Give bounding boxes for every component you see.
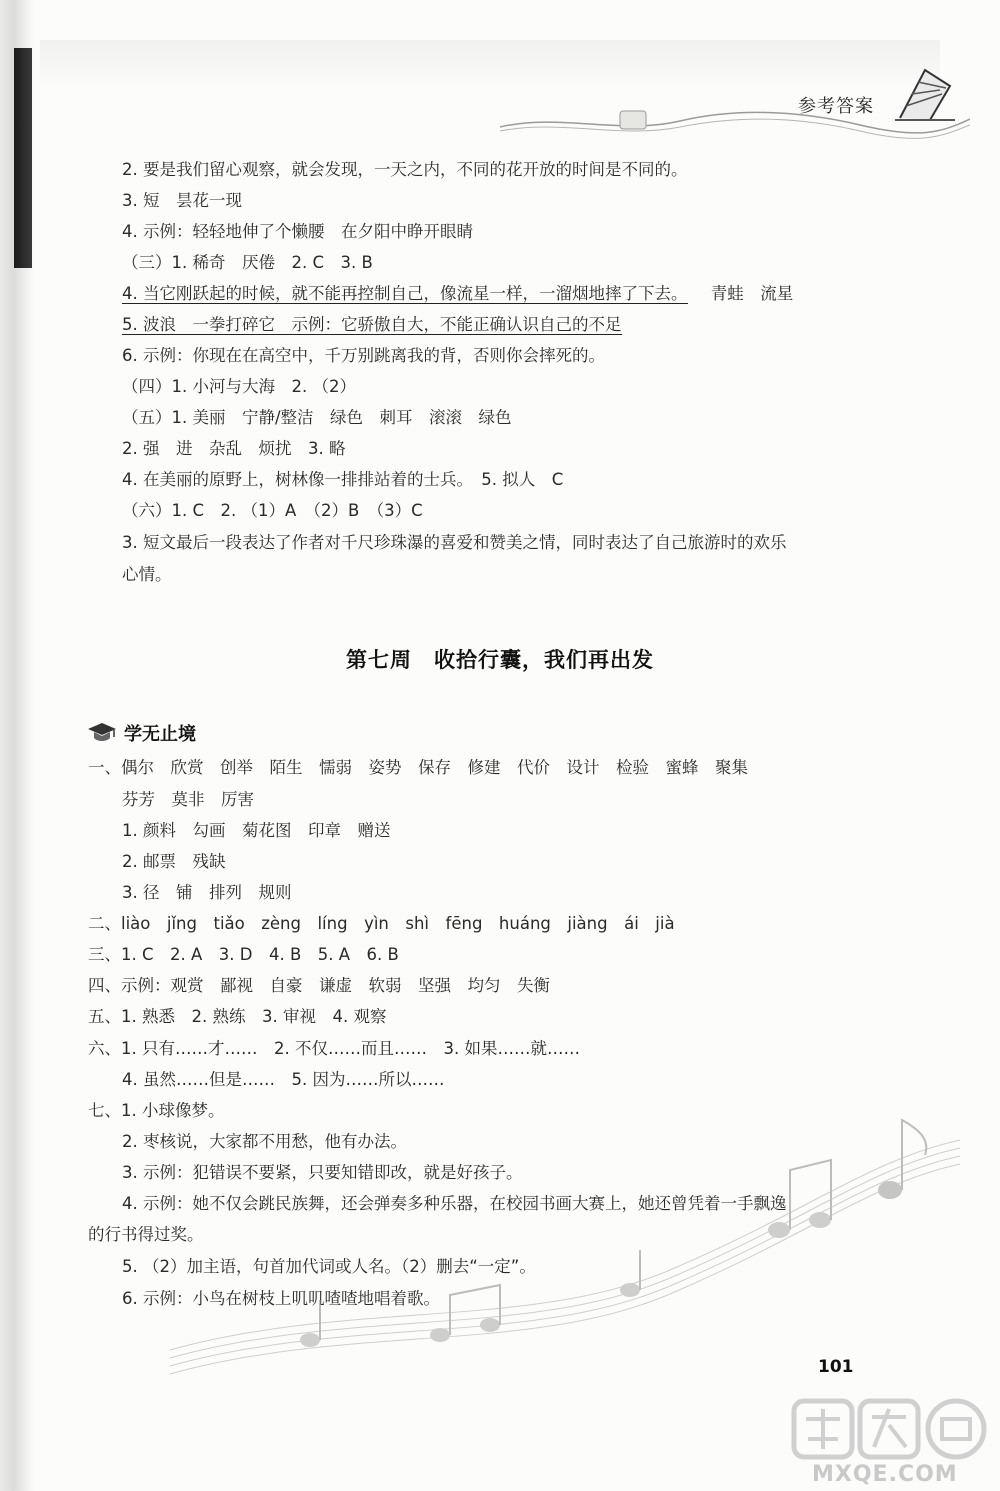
answer-watermark-logo xyxy=(790,1395,990,1465)
music-notes-decoration xyxy=(150,1100,970,1400)
watermark-text: MXQE.COM xyxy=(812,1462,958,1487)
header-title: 参考答案 xyxy=(798,96,874,117)
header-band xyxy=(40,40,940,90)
answer-line: 芬芳 莫非 厉害 xyxy=(122,790,254,809)
answer-line: 6. 示例：小鸟在树枝上叽叽喳喳地唱着歌。 xyxy=(122,1289,440,1308)
underlined-answer: 4. 当它刚跃起的时候，就不能再控制自己，像流星一样，一溜烟地摔了下去。 xyxy=(122,284,688,303)
answer-suffix: 青蛙 流星 xyxy=(710,284,794,303)
page-number: 101 xyxy=(818,1357,854,1377)
answer-line: 4. 虽然……但是…… 5. 因为……所以…… xyxy=(122,1070,445,1089)
answer-line: 6. 示例：你现在在高空中，千万别跳离我的背，否则你会摔死的。 xyxy=(122,346,605,365)
answer-line: （三）1. 稀奇 厌倦 2. C 3. B xyxy=(122,253,373,272)
answer-line: 3. 短文最后一段表达了作者对千尺珍珠瀑的喜爱和赞美之情，同时表达了自己旅游时的欢乐 xyxy=(122,533,787,552)
answer-line: 3. 示例：犯错误不要紧，只要知错即改，就是好孩子。 xyxy=(122,1163,523,1182)
answer-line: 七、1. 小球像梦。 xyxy=(88,1101,225,1120)
answer-line: 2. 要是我们留心观察，就会发现，一天之内，不同的花开放的时间是不同的。 xyxy=(122,160,688,179)
week-title: 第七周 收拾行囊，我们再出发 xyxy=(346,648,654,672)
answer-line: （六）1. C 2. （1）A （2）B （3）C xyxy=(122,501,423,520)
answer-line: 3. 短 昙花一现 xyxy=(122,191,242,210)
answer-line xyxy=(122,284,793,304)
answer-line xyxy=(122,315,622,335)
answer-line: 一、偶尔 欣赏 创举 陌生 懦弱 姿势 保存 修建 代价 设计 检验 蜜蜂 聚集 xyxy=(88,758,748,777)
answer-line: （五）1. 美丽 宁静/整洁 绿色 刺耳 滚滚 绿色 xyxy=(122,408,512,427)
beach-chair-icon xyxy=(890,58,960,128)
answer-line: 心情。 xyxy=(122,565,172,584)
underlined-answer: 5. 波浪 一拳打碎它 示例：它骄傲自大，不能正确认识自己的不足 xyxy=(122,315,622,334)
book-spine-binding xyxy=(14,48,32,268)
answer-line: 2. 邮票 残缺 xyxy=(122,852,226,871)
answer-line: 的行书得过奖。 xyxy=(88,1225,204,1244)
answer-line: 二、liào jǐng tiǎo zèng líng yìn shì fēng huáng jiàng ái jià xyxy=(88,914,675,933)
answer-line: 4. 示例：轻轻地伸了个懒腰 在夕阳中睁开眼睛 xyxy=(122,222,473,241)
answer-line: 六、1. 只有……才…… 2. 不仅……而且…… 3. 如果……就…… xyxy=(88,1039,580,1058)
answer-line: 4. 在美丽的原野上，树林像一排排站着的士兵。 5. 拟人 C xyxy=(122,470,564,489)
answer-line: 3. 径 铺 排列 规则 xyxy=(122,883,292,902)
section-heading xyxy=(86,720,196,746)
answer-line: 1. 颜料 勾画 菊花图 印章 赠送 xyxy=(122,821,391,840)
answer-line: 三、1. C 2. A 3. D 4. B 5. A 6. B xyxy=(88,945,399,964)
answer-line: 四、示例：观赏 鄙视 自豪 谦虚 软弱 坚强 均匀 失衡 xyxy=(88,976,550,995)
answer-line: 2. 枣核说，大家都不用愁，他有办法。 xyxy=(122,1132,407,1151)
answer-line: 5. （2）加主语，句首加代词或人名。（2）删去“一定”。 xyxy=(122,1257,536,1276)
answer-line: 4. 示例：她不仅会跳民族舞，还会弹奏多种乐器，在校园书画大赛上，她还曾凭着一手飘逸 xyxy=(122,1194,787,1213)
answer-line: 五、1. 熟悉 2. 熟练 3. 审视 4. 观察 xyxy=(88,1007,387,1026)
answer-line: 2. 强 进 杂乱 烦扰 3. 略 xyxy=(122,439,346,458)
graduation-cap-icon xyxy=(86,721,118,743)
section-title: 学无止境 xyxy=(124,724,196,745)
answer-line: （四）1. 小河与大海 2. （2） xyxy=(122,377,356,396)
